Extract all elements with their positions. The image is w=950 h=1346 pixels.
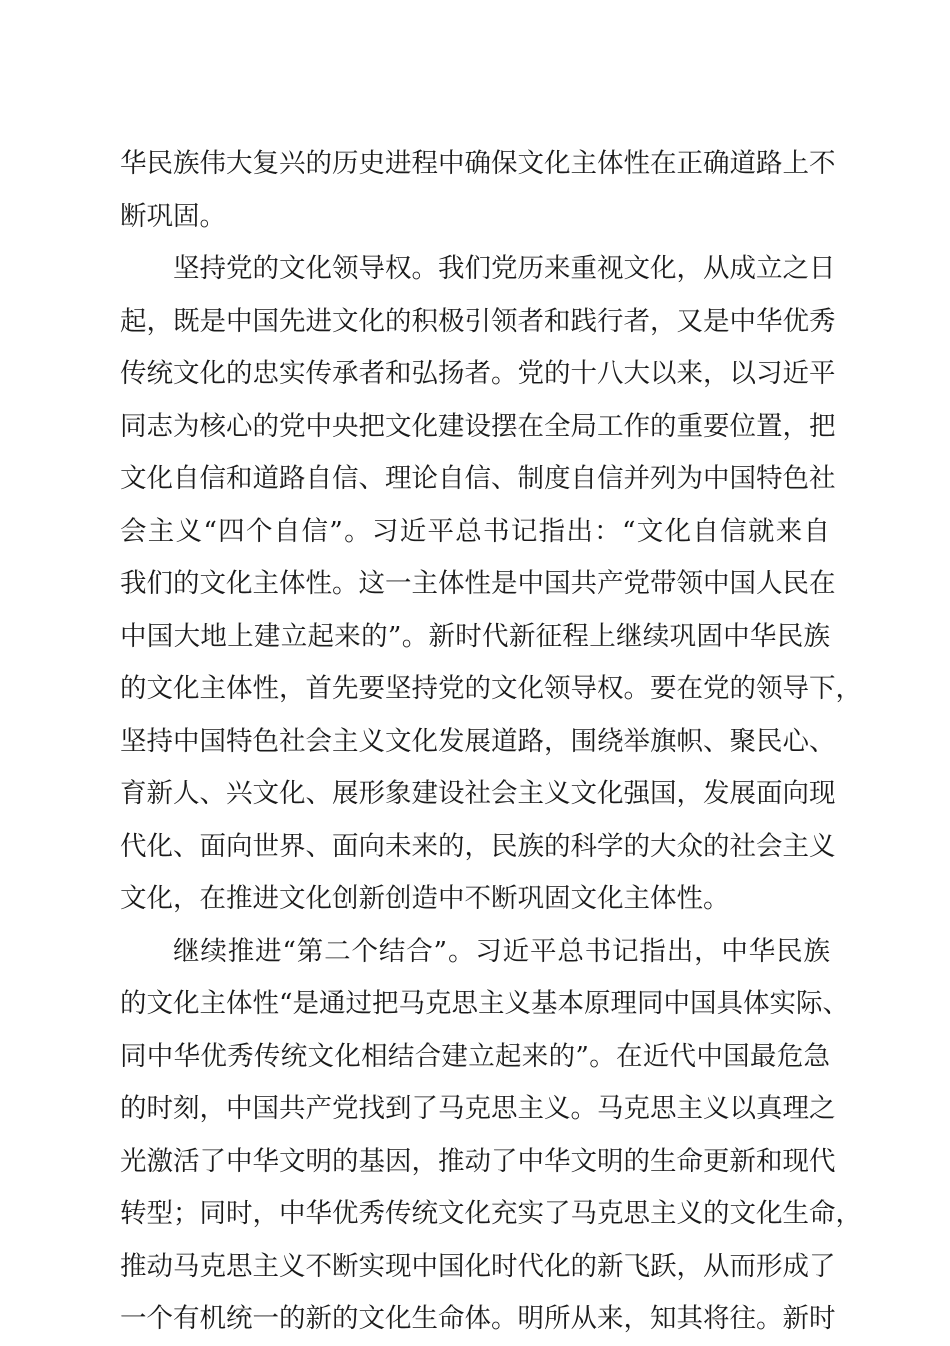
paragraph-2-line-9: 的文化主体性，首先要坚持党的文化领导权。要在党的领导下， (120, 673, 862, 704)
paragraph-3-line-8: 一个有机统一的新的文化生命体。明所从来，知其将往。新时 (120, 1303, 836, 1334)
paragraph-3-line-4: 的时刻，中国共产党找到了马克思主义。马克思主义以真理之 (120, 1093, 836, 1124)
paragraph-1-line-1: 华民族伟大复兴的历史进程中确保文化主体性在正确道路上不 (120, 148, 836, 179)
paragraph-2-line-8: 中国大地上建立起来的”。新时代新征程上继续巩固中华民族 (120, 620, 830, 652)
paragraph-2-line-12: 代化、面向世界、面向未来的，民族的科学的大众的社会主义 (120, 830, 836, 862)
paragraph-3-line-2: 的文化主体性“是通过把马克思主义基本原理同中国具体实际、 (120, 988, 850, 1019)
paragraph-2-line-10: 坚持中国特色社会主义文化发展道路，围绕举旗帜、聚民心、 (120, 725, 836, 757)
paragraph-2-line-13: 文化，在推进文化创新创造中不断巩固文化主体性。 (120, 883, 730, 914)
paragraph-3-line-7: 推动马克思主义不断实现中国化时代化的新飞跃，从而形成了 (120, 1250, 836, 1282)
paragraph-2-line-7: 我们的文化主体性。这一主体性是中国共产党带领中国人民在 (120, 568, 836, 599)
paragraph-1-line-2: 断巩固。 (120, 200, 226, 232)
paragraph-2-line-2: 起，既是中国先进文化的积极引领者和践行者，又是中华优秀 (120, 305, 836, 337)
paragraph-3-line-6: 转型；同时，中华优秀传统文化充实了马克思主义的文化生命， (120, 1198, 862, 1229)
paragraph-2-line-11: 育新人、兴文化、展形象建设社会主义文化强国，发展面向现 (120, 778, 836, 809)
paragraph-2-line-3: 传统文化的忠实传承者和弘扬者。党的十八大以来，以习近平 (120, 358, 836, 389)
paragraph-3-line-5: 光激活了中华文明的基因，推动了中华文明的生命更新和现代 (120, 1145, 836, 1177)
paragraph-3-line-3: 同中华优秀传统文化相结合建立起来的”。在近代中国最危急 (120, 1040, 830, 1072)
paragraph-2-line-4: 同志为核心的党中央把文化建设摆在全局工作的重要位置，把 (120, 410, 836, 442)
paragraph-2-line-1: 坚持党的文化领导权。我们党历来重视文化，从成立之日 (173, 253, 836, 284)
paragraph-2-line-6: 会主义“四个自信”。习近平总书记指出：“文化自信就来自 (120, 515, 830, 547)
body-text (120, 138, 862, 1346)
paragraph-3-line-1: 继续推进“第二个结合”。习近平总书记指出，中华民族 (173, 935, 830, 967)
paragraph-2-line-5: 文化自信和道路自信、理论自信、制度自信并列为中国特色社 (120, 463, 836, 494)
